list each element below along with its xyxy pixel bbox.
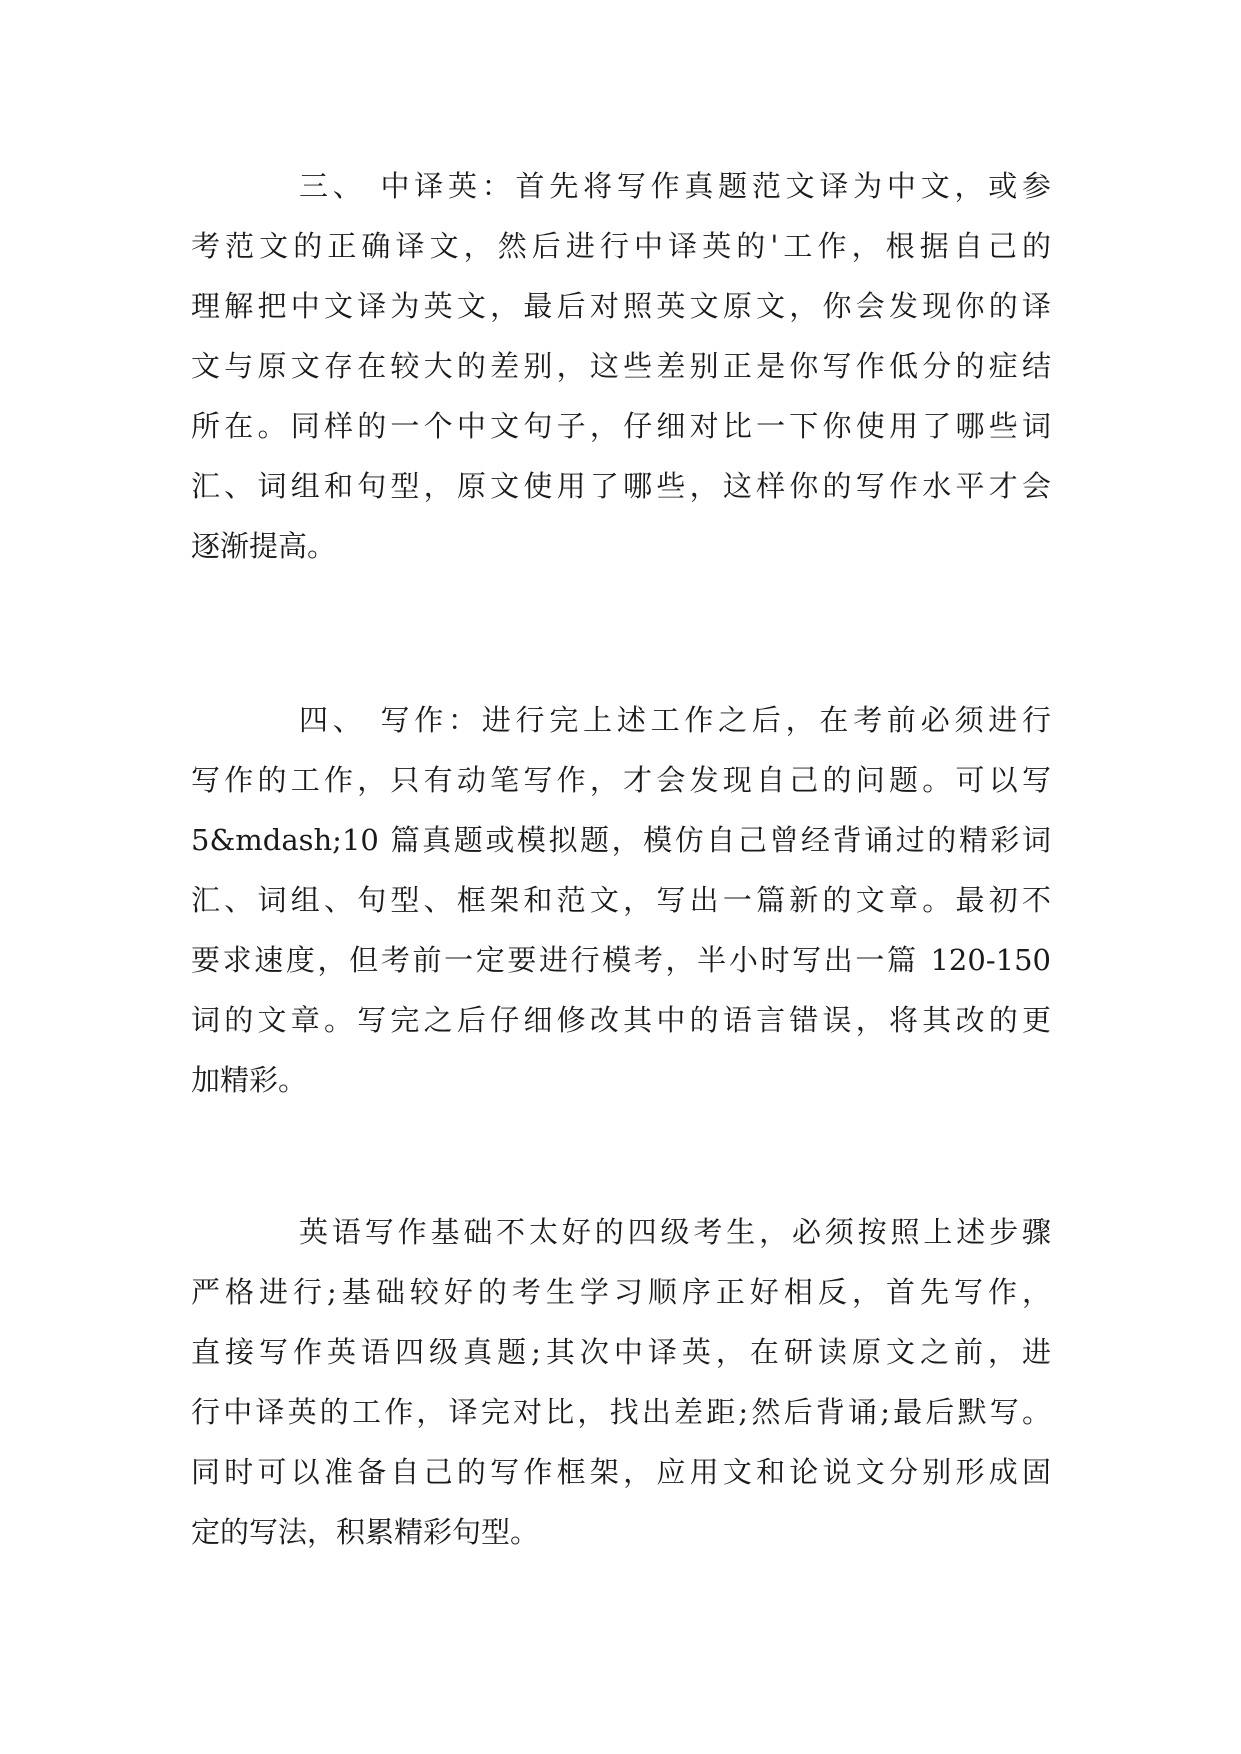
paragraph-line: 理解把中文译为英文，最后对照英文原文，你会发现你的译 (191, 289, 1051, 323)
paragraph-line: 英语写作基础不太好的四级考生，必须按照上述步骤 (299, 1215, 1051, 1249)
paragraph-line: 逐渐提高。 (191, 529, 337, 563)
paragraph-section-4 (191, 690, 1051, 1110)
paragraph-line: 定的写法，积累精彩句型。 (191, 1515, 540, 1549)
paragraph-line: 同时可以准备自己的写作框架，应用文和论说文分别形成固 (191, 1455, 1051, 1489)
paragraph-line: 所在。同样的一个中文句子，仔细对比一下你使用了哪些词 (191, 409, 1051, 443)
paragraph-line: 加精彩。 (191, 1063, 308, 1097)
paragraph-section-3 (191, 156, 1051, 576)
paragraph-summary (191, 1202, 1051, 1562)
paragraph-line: 四、 写作：进行完上述工作之后，在考前必须进行 (299, 703, 1051, 737)
paragraph-line: 三、 中译英：首先将写作真题范文译为中文，或参 (299, 169, 1051, 203)
paragraph-line: 汇、词组、句型、框架和范文，写出一篇新的文章。最初不 (191, 883, 1051, 917)
paragraph-line: 文与原文存在较大的差别，这些差别正是你写作低分的症结 (191, 349, 1051, 383)
paragraph-line: 5&mdash;10 篇真题或模拟题，模仿自己曾经背诵过的精彩词 (191, 823, 1051, 857)
paragraph-line: 考范文的正确译文，然后进行中译英的'工作，根据自己的 (191, 229, 1051, 263)
paragraph-line: 汇、词组和句型，原文使用了哪些，这样你的写作水平才会 (191, 469, 1051, 503)
paragraph-line: 严格进行;基础较好的考生学习顺序正好相反，首先写作， (191, 1275, 1051, 1309)
paragraph-line: 行中译英的工作，译完对比，找出差距;然后背诵;最后默写。 (191, 1395, 1051, 1429)
paragraph-line: 写作的工作，只有动笔写作，才会发现自己的问题。可以写 (191, 763, 1051, 797)
paragraph-line: 要求速度，但考前一定要进行模考，半小时写出一篇 120-150 (191, 943, 1051, 977)
paragraph-line: 词的文章。写完之后仔细修改其中的语言错误，将其改的更 (191, 1003, 1051, 1037)
paragraph-line: 直接写作英语四级真题;其次中译英，在研读原文之前，进 (191, 1335, 1051, 1369)
